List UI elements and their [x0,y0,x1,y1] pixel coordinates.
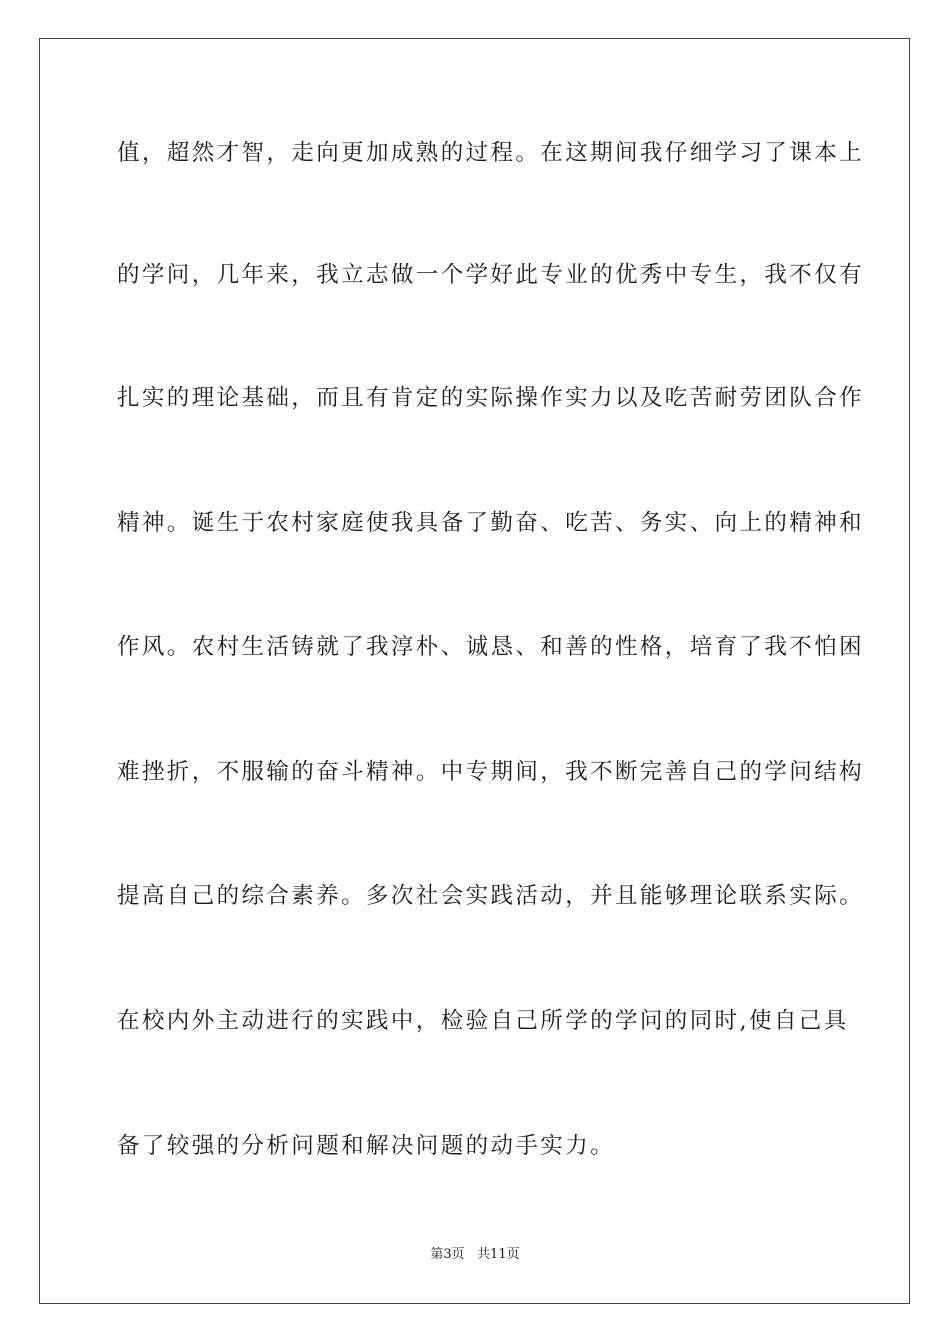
body-text-line: 作风。农村生活铸就了我淳朴、诚恳、和善的性格，培育了我不怕困 [117,634,865,660]
body-text-line: 备了较强的分析问题和解决问题的动手实力。 [117,1133,616,1159]
body-text-line: 扎实的理论基础，而且有肯定的实际操作实力以及吃苦耐劳团队合作 [117,385,865,411]
body-text-line: 在校内外主动进行的实践中，检验自己所学的学问的同时,使自己具 [117,1008,849,1034]
page-number-footer: 第3页 共11页 [430,1247,520,1262]
body-text-line: 值，超然才智，走向更加成熟的过程。在这期间我仔细学习了课本上 [117,140,865,166]
page-border [39,38,910,1304]
body-text-line: 精神。诞生于农村家庭使我具备了勤奋、吃苦、务实、向上的精神和 [117,510,865,536]
body-text-line: 的学问，几年来，我立志做一个学好此专业的优秀中专生，我不仅有 [117,262,865,288]
body-text-line: 难挫折，不服输的奋斗精神。中专期间，我不断完善自己的学问结构 [117,759,865,785]
body-text-line: 提高自己的综合素养。多次社会实践活动，并且能够理论联系实际。 [117,883,865,909]
